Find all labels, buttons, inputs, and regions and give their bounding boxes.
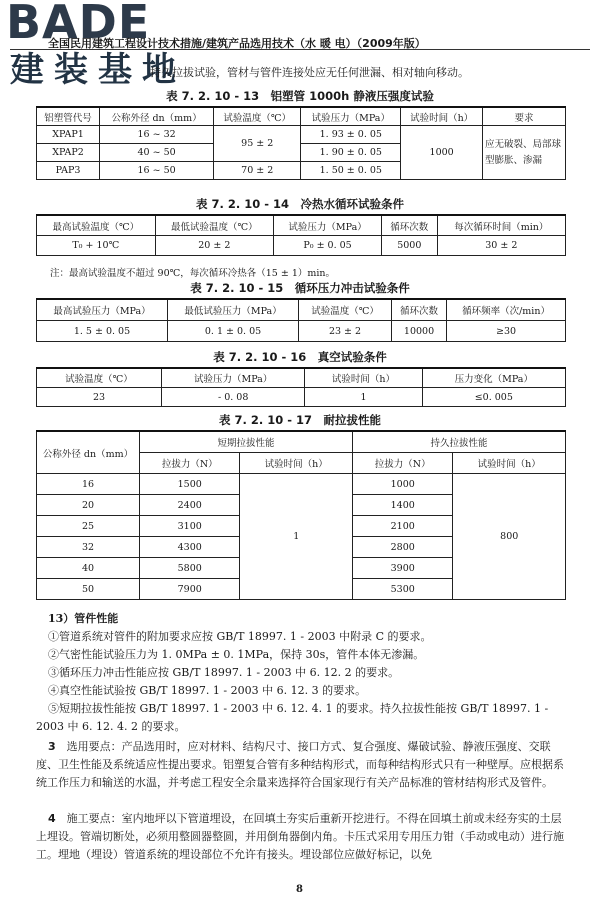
running-header: 全国民用建筑工程设计技术措施/建筑产品选用技术（水 暖 电）（2009年版） (48, 37, 426, 50)
table-cell: 5800 (140, 558, 240, 579)
table-cell: 30 ± 2 (437, 236, 565, 256)
table-cell: T₀ + 10℃ (37, 236, 156, 256)
section-13 (36, 610, 566, 736)
section-title: 13）管件性能 (48, 612, 119, 625)
table-header: 试验压力（MPa） (161, 368, 304, 388)
table-cell: 0. 1 ± 0. 05 (168, 321, 299, 342)
table17-caption: 表 7. 2. 10 - 17 耐拉拔性能 (218, 413, 382, 427)
table-cell: 20 (37, 495, 140, 516)
table-cell: 1. 93 ± 0. 05 (301, 126, 401, 144)
table-cell: 95 ± 2 (214, 126, 301, 162)
table-cell: 25 (37, 516, 140, 537)
paragraph-text: 选用要点：产品选用时，应对材料、结构尺寸、接口方式、复合强度、爆破试验、静液压强度、交联度、卫生性能及系统适应性提出要求。铝塑复合管有多种结构形式，而每种结构形式只有一种壁厚。应根据系统工作压力和输送的水温，并考虑工程安全余量来选择符合国家现行有关产品标准的管材结构形式及管件。 (36, 740, 564, 789)
table-cell: - 0. 08 (161, 388, 304, 407)
table-cell: 50 (37, 579, 140, 600)
table-cell: 16 ~ 32 (99, 126, 213, 144)
list-item: ⑤短期拉拔性能按 GB/T 18997. 1 - 2003 中 6. 12. 4. 1 的要求。持久拉拔性能按 GB/T 18997. 1 - 2003 中 6. 12. 4. 2 的要求。 (36, 702, 549, 733)
table-cell: 23 ± 2 (299, 321, 392, 342)
table-header: 公称外径 dn（mm） (37, 431, 140, 474)
table-cell: 5300 (352, 579, 452, 600)
table-cell: 1. 50 ± 0. 05 (301, 162, 401, 180)
table-header: 最低试验温度（℃） (155, 215, 274, 236)
table-cell: ≤0. 005 (422, 388, 565, 407)
table-cell: XPAP1 (37, 126, 100, 144)
table-cell: 70 ± 2 (214, 162, 301, 180)
table-cell: 800 (453, 474, 566, 600)
table-header: 压力变化（MPa） (422, 368, 565, 388)
table-cell: 2400 (140, 495, 240, 516)
table17 (36, 430, 566, 600)
table14-note: 注：最高试验温度不超过 90℃，每次循环冷热各（15 ± 1）min。 (50, 268, 336, 279)
table-header: 拉拔力（N） (140, 453, 240, 474)
table16 (36, 367, 566, 407)
list-item: ④真空性能试验按 GB/T 18997. 1 - 2003 中 6. 12. 3 的要求。 (48, 684, 367, 697)
table-header: 铝塑管代号 (37, 107, 100, 126)
table-cell: 应无破裂、局部球型膨胀、渗漏 (483, 126, 566, 180)
table-cell: 20 ± 2 (155, 236, 274, 256)
table13-caption: 表 7. 2. 10 - 13 铝塑管 1000h 静液压强度试验 (166, 89, 434, 103)
table-header: 试验时间（h） (240, 453, 353, 474)
table16-caption: 表 7. 2. 10 - 16 真空试验条件 (213, 350, 387, 364)
page-number: 8 (296, 884, 303, 895)
section-number: 4 (48, 812, 56, 825)
table-header: 循环次数 (381, 215, 437, 236)
table-cell: 1. 5 ± 0. 05 (37, 321, 168, 342)
logo: BADE (6, 0, 151, 49)
table-cell: 1000 (401, 126, 483, 180)
table-cell: XPAP2 (37, 144, 100, 162)
table-header: 试验温度（℃） (214, 107, 301, 126)
table-header: 最低试验压力（MPa） (168, 299, 299, 321)
table-header: 试验压力（MPa） (301, 107, 401, 126)
table-header: 拉拔力（N） (352, 453, 452, 474)
table-cell: 16 (37, 474, 140, 495)
table-cell: 7900 (140, 579, 240, 600)
table13 (36, 106, 566, 180)
table-header: 最高试验温度（℃） (37, 215, 156, 236)
paragraph (36, 738, 566, 792)
list-item: ①管道系统对管件的附加要求应按 GB/T 18997. 1 - 2003 中附录 C 的要求。 (48, 630, 432, 643)
table14 (36, 214, 566, 256)
table-cell: 2800 (352, 537, 452, 558)
table-header: 试验压力（MPa） (274, 215, 382, 236)
table-cell: 32 (37, 537, 140, 558)
table-header: 循环次数 (392, 299, 447, 321)
section-4 (36, 810, 566, 864)
table15 (36, 298, 566, 342)
table14-caption: 表 7. 2. 10 - 14 冷热水循环试验条件 (195, 197, 405, 211)
table-cell: 16 ~ 50 (99, 162, 213, 180)
table-cell: 1 (240, 474, 353, 600)
list-item: ②气密性能试验压力为 1. 0MPa ± 0. 1MPa，保持 30s，管件本体无渗漏。 (48, 648, 425, 661)
table-cell: 3900 (352, 558, 452, 579)
table-cell: 1. 90 ± 0. 05 (301, 144, 401, 162)
table-cell: 1000 (352, 474, 452, 495)
table-cell: 40 (37, 558, 140, 579)
watermark: 建装基地 (10, 50, 186, 90)
table-cell: 1 (305, 388, 422, 407)
table-header: 试验时间（h） (453, 453, 566, 474)
table-cell: ≥30 (447, 321, 566, 342)
table-header: 试验温度（℃） (299, 299, 392, 321)
table-header: 最高试验压力（MPa） (37, 299, 168, 321)
table-header: 要求 (483, 107, 566, 126)
paragraph-text: 施工要点：室内地坪以下管道埋设，在回填土夯实后重新开挖进行。不得在回填土前或未经夯实的土层上埋设。管端切断处，必须用整圆器整圆，并用倒角器倒内角。卡压式采用专用压力钳（手动或电动）进行施工。埋地（埋设）管道系统的埋设部位不允许有接头。埋设部位应做好标记，以免 (36, 812, 564, 861)
table-cell: 3100 (140, 516, 240, 537)
table15-caption: 表 7. 2. 10 - 15 循环压力冲击试验条件 (190, 281, 410, 295)
table-header: 试验时间（h） (401, 107, 483, 126)
table-cell: PAP3 (37, 162, 100, 180)
list-item: ③循环压力冲击性能应按 GB/T 18997. 1 - 2003 中 6. 12. 2 的要求。 (48, 666, 400, 679)
table-cell: 2100 (352, 516, 452, 537)
table-header: 持久拉拔性能 (352, 431, 565, 453)
table-cell: 4300 (140, 537, 240, 558)
table-header: 循环频率（次/min） (447, 299, 566, 321)
table-cell: 1500 (140, 474, 240, 495)
intro-text: 持久拉拔试验，管材与管件连接处应无任何泄漏、相对轴向移动。 (150, 66, 469, 79)
table-header: 短期拉拔性能 (140, 431, 353, 453)
table-cell: 40 ~ 50 (99, 144, 213, 162)
table-header: 每次循环时间（min） (437, 215, 565, 236)
table-header: 试验时间（h） (305, 368, 422, 388)
table-header: 公称外径 dn（mm） (99, 107, 213, 126)
table-cell: 5000 (381, 236, 437, 256)
table-cell: 10000 (392, 321, 447, 342)
paragraph (36, 810, 566, 864)
table-cell: 23 (37, 388, 162, 407)
section-3 (36, 738, 566, 792)
section-number: 3 (48, 740, 56, 753)
table-header: 试验温度（℃） (37, 368, 162, 388)
table-cell: P₀ ± 0. 05 (274, 236, 382, 256)
table-cell: 1400 (352, 495, 452, 516)
